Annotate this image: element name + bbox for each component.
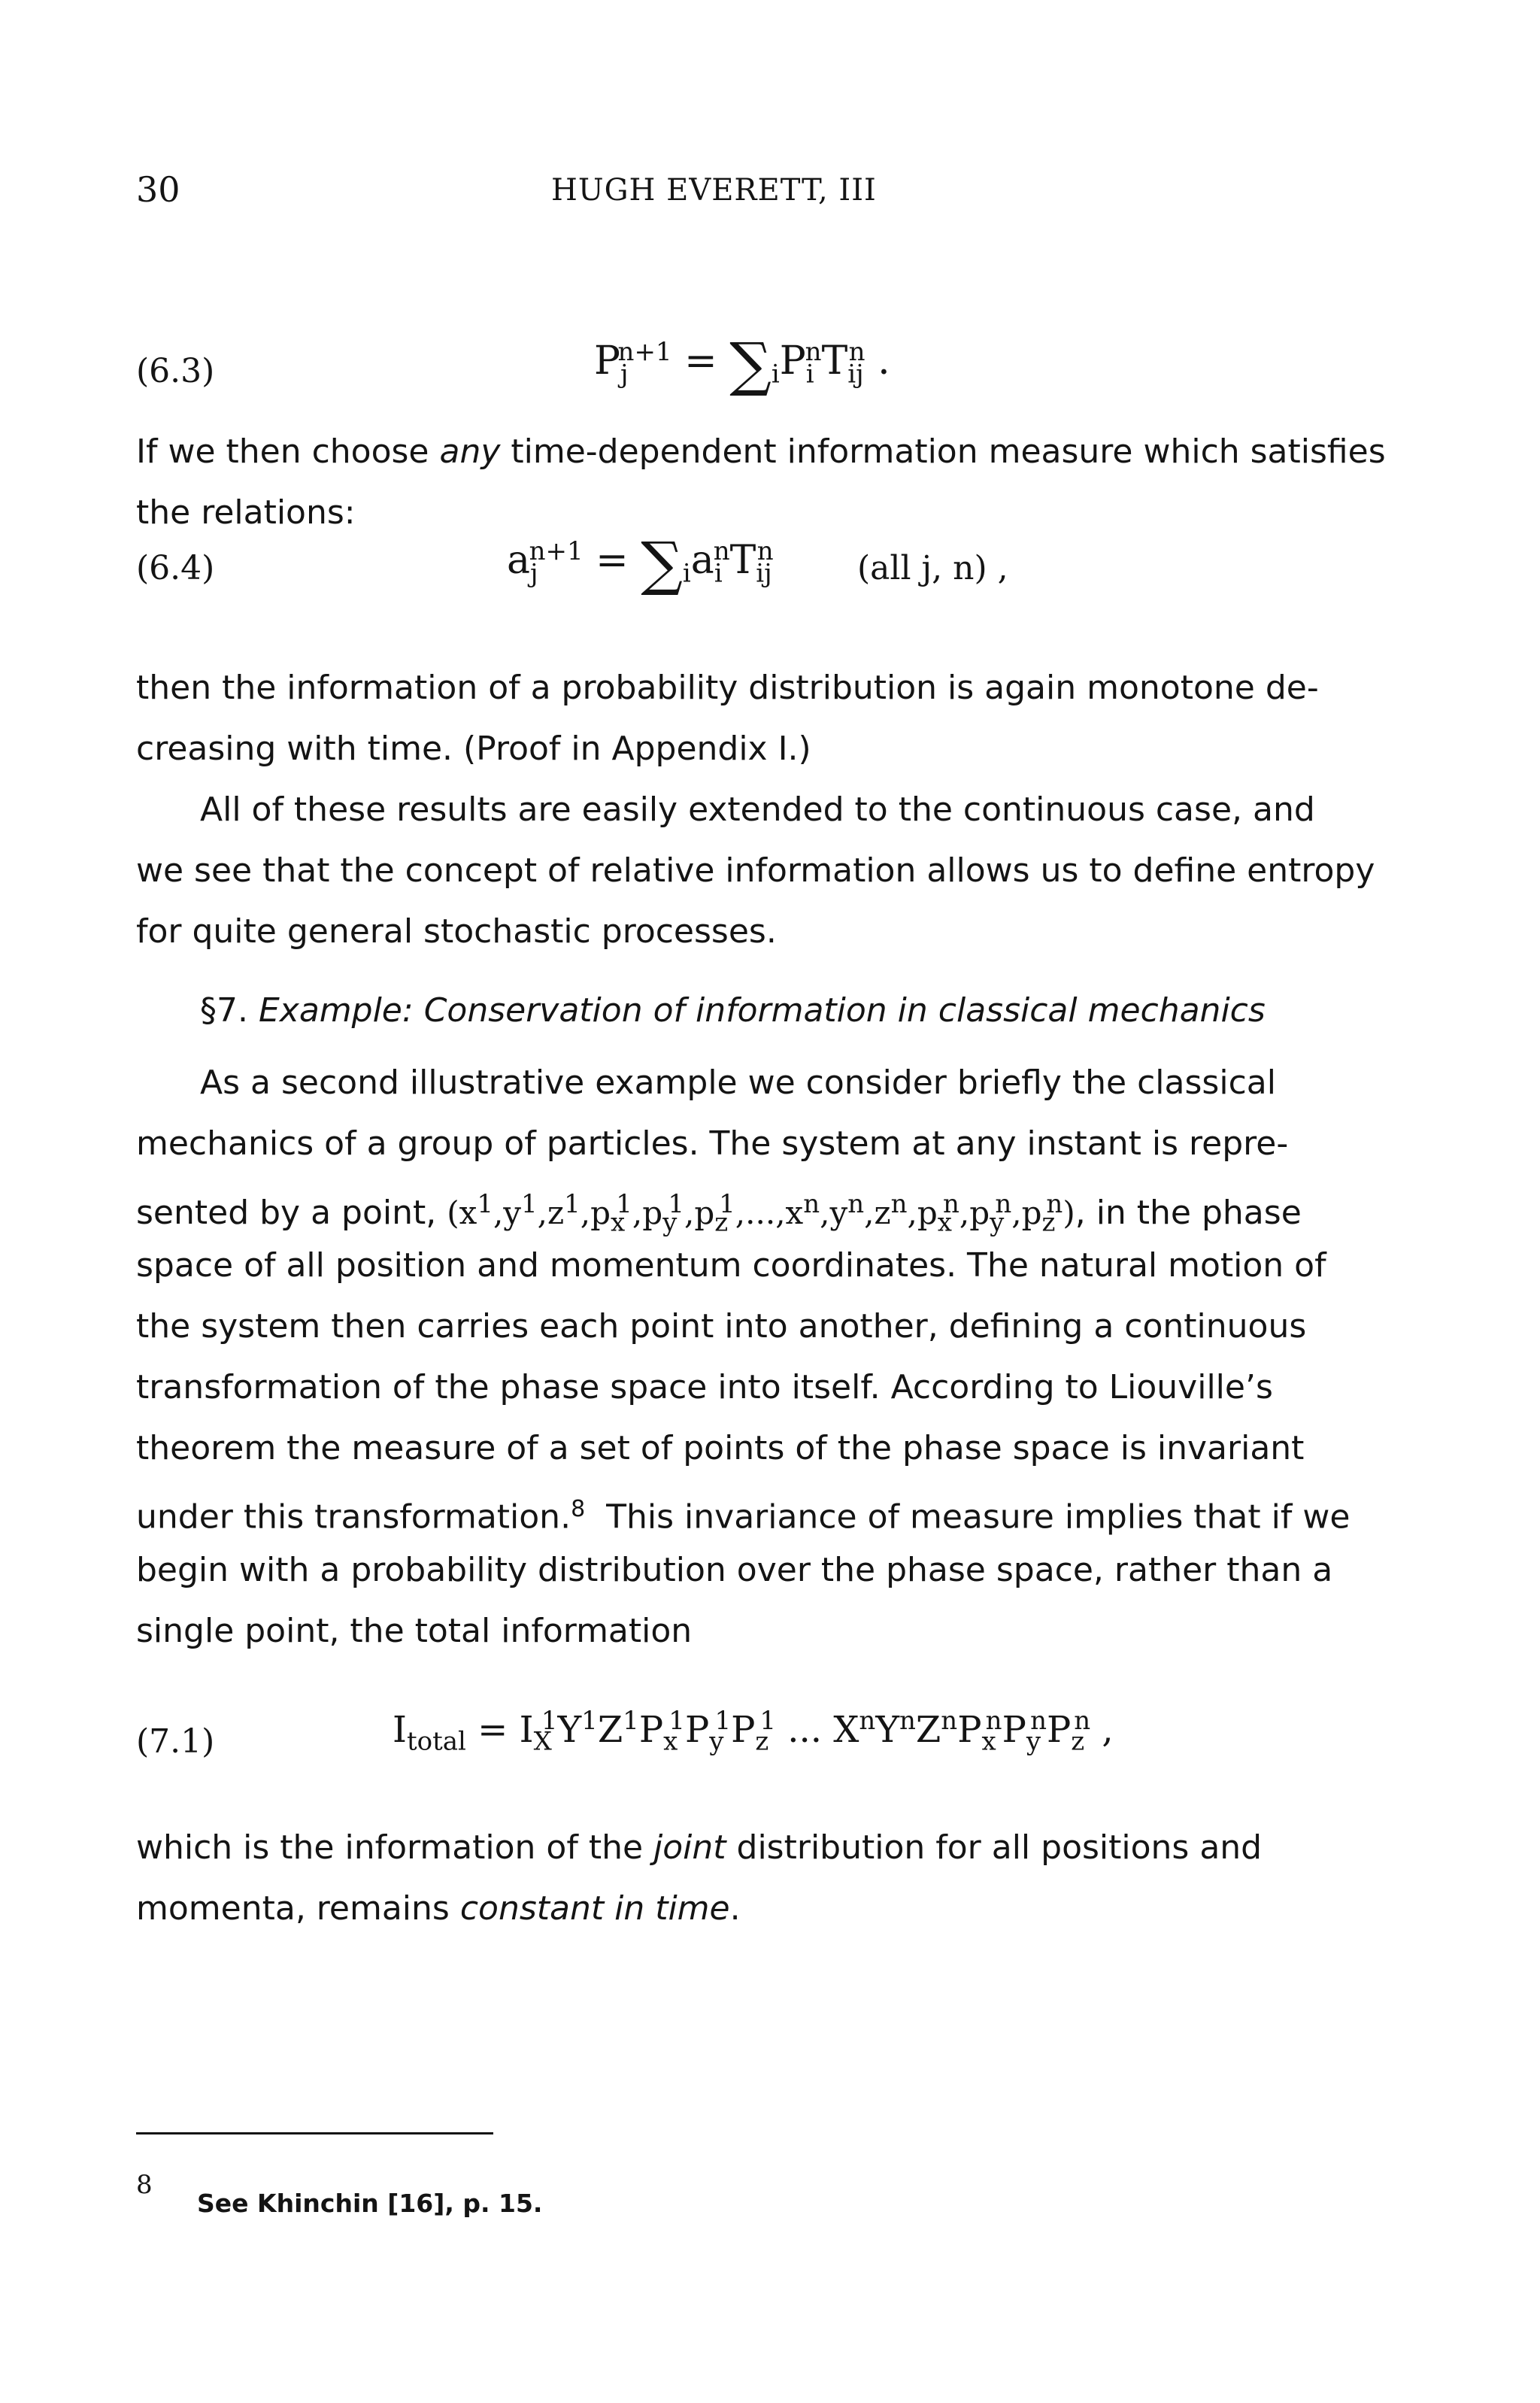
section-title: Conservation of information in classical mechanics (423, 991, 1266, 1030)
para4-line7: theorem the measure of a set of points of the phase space is invariant (136, 1429, 1305, 1467)
para2-line1: then the information of a probability distribution is again monotone de- (136, 669, 1319, 707)
equation-6-3: $P_j^{n+1} = \sum_iP_i^nT_{ij}^n$ . (594, 331, 890, 399)
equation-6-4: $a_j^{n+1} = \sum_ia_i^nT_{ij}^n$ (507, 530, 774, 598)
equation-number-6-4: (6.4) (136, 549, 215, 587)
section-number: §7. (200, 991, 248, 1030)
para4-line4: space of all position and momentum coordinates. The natural motion of (136, 1246, 1326, 1285)
para4-line1: As a second illustrative example we consider briefly the classical (200, 1063, 1276, 1102)
para4-line10: single point, the total information (136, 1612, 693, 1650)
para4-line8: under this transformation.$^8$ This invariance of measure implies that if we (136, 1496, 1351, 1537)
equation-6-4-condition: (all j, n) , (857, 549, 1008, 587)
footnote-rule (136, 2132, 493, 2134)
para3-line2: we see that the concept of relative information allows us to define entropy (136, 851, 1375, 890)
equation-number-7-1: (7.1) (136, 1722, 215, 1761)
para4-line9: begin with a probability distribution over the phase space, rather than a (136, 1551, 1333, 1589)
para5-line1: which is the information of the joint distribution for all positions and (136, 1828, 1263, 1867)
para1-line1: If we then choose any time-dependent information measure which satisfies (136, 432, 1386, 471)
footnote-ref: 8 (571, 1496, 586, 1522)
para4-line5: the system then carries each point into another, defining a continuous (136, 1307, 1307, 1346)
page-number: 30 (136, 169, 180, 210)
running-head: HUGH EVERETT, III (551, 173, 877, 208)
footnote-mark: 8 (136, 2170, 153, 2200)
para5-line2: momenta, remains constant in time. (136, 1889, 741, 1928)
para4-line2: mechanics of a group of particles. The system at any instant is repre- (136, 1124, 1289, 1163)
equation-number-6-3: (6.3) (136, 352, 215, 390)
para4-line3: sented by a point, $(x^1,y^1,z^1,p_x^1,p_y^1,p_z^1,...,x^n,y^n,z^n,p_x^n,p_y^n,p_z^n)$, in the phase (136, 1189, 1302, 1238)
section-heading: §7. Example: Conservation of information in classical mechanics (200, 991, 1266, 1030)
para2-line2: creasing with time. (Proof in Appendix I.) (136, 730, 811, 768)
para3-line1: All of these results are easily extended to the continuous case, and (200, 790, 1315, 829)
section-label: Example (258, 991, 402, 1030)
phase-point-tuple: $(x^1,y^1,z^1,p_x^1,p_y^1,p_z^1,...,x^n,y^n,z^n,p_x^n,p_y^n,p_z^n)$ (447, 1189, 1075, 1238)
para3-line3: for quite general stochastic processes. (136, 912, 777, 951)
footnote-text: See Khinchin [16], p. 15. (197, 2189, 543, 2218)
equation-7-1: $I_{total} = I_X^1Y^1Z^1P_x^1P_y^1P_z^1$ ... $X^nY^nZ^nP_x^nP_y^nP_z^n$ , (393, 1706, 1114, 1757)
para4-line6: transformation of the phase space into itself. According to Liouville’s (136, 1368, 1273, 1406)
para1-line2: the relations: (136, 493, 356, 532)
